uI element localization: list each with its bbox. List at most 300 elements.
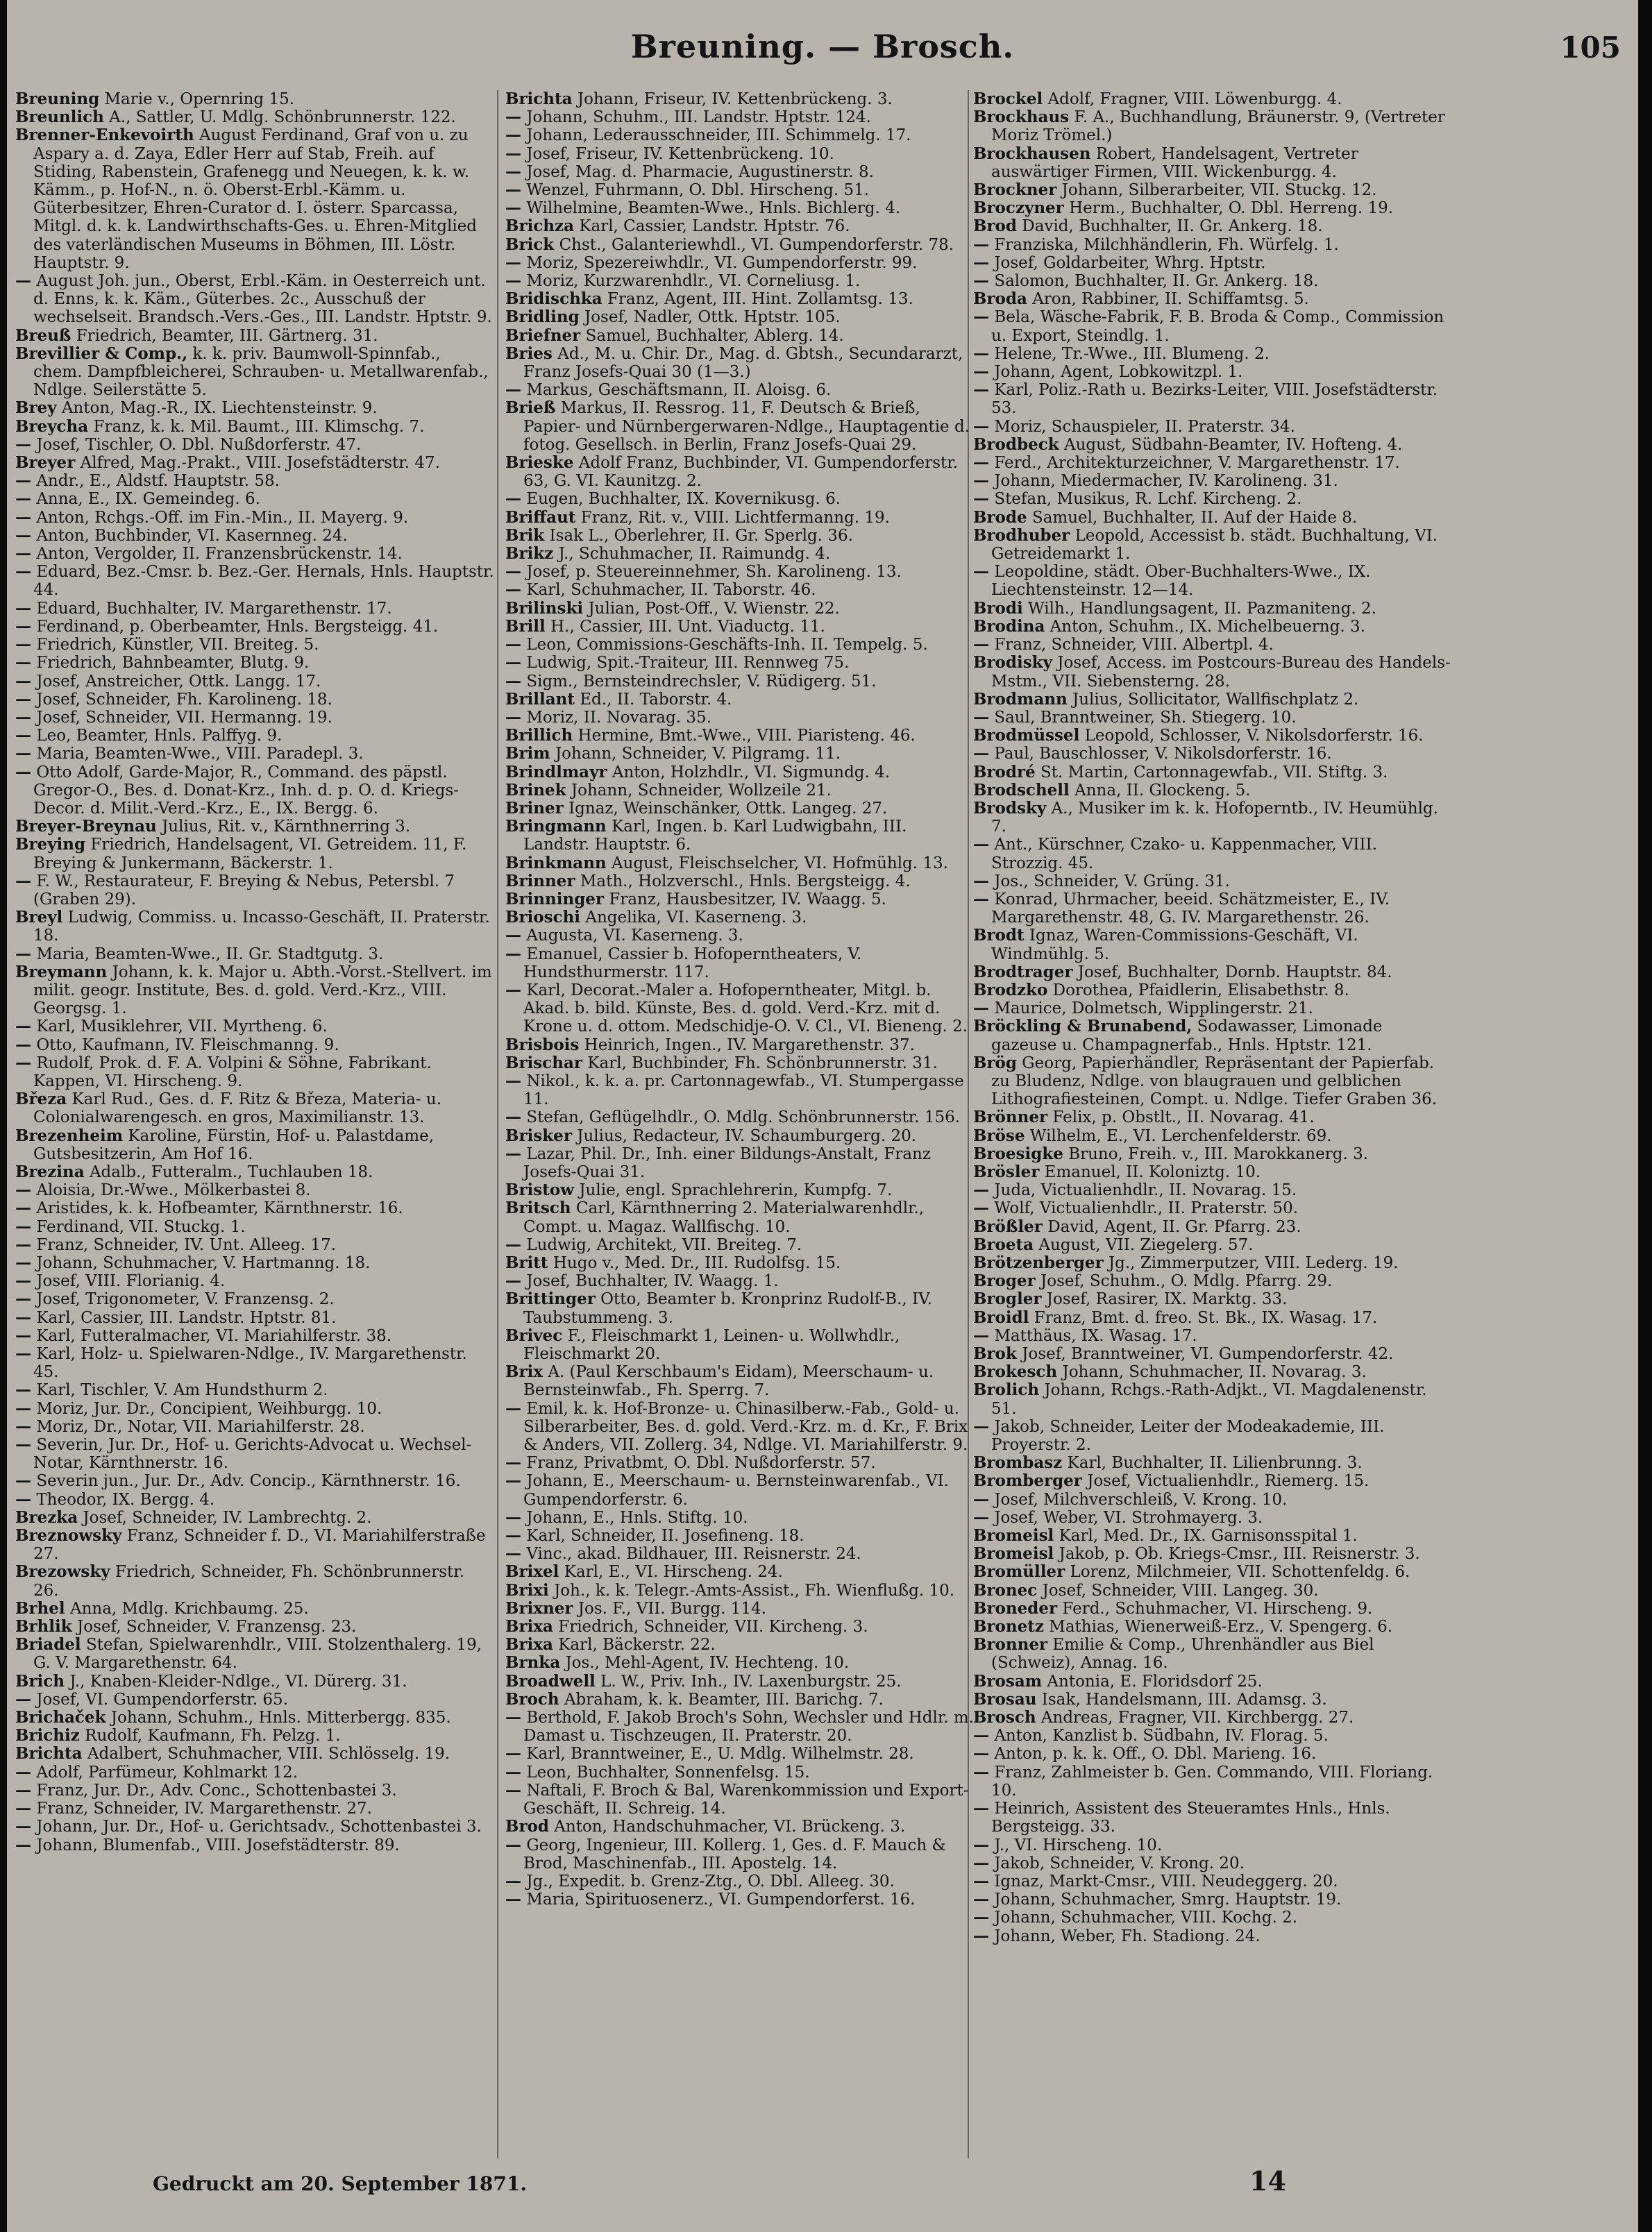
directory-entry bbox=[505, 673, 977, 691]
entry-text: Nikol., k. k. a. pr. Cartonnagewfab., VI. Stumpergasse 11. bbox=[523, 1072, 964, 1109]
entry-text: Johann, k. k. Major u. Abth.-Vorst.-Stellvert. im milit. geogr. Institute, Bes. d. gold. Verd.-Krz., VIII. Georgsg. 1. bbox=[33, 963, 492, 1018]
entry-text: Ad., M. u. Chir. Dr., Mag. d. Gbtsh., Secundararzt, Franz Josefs-Quai 30 (1—3.) bbox=[523, 344, 963, 382]
entry-text: Eduard, Bez.-Cmsr. b. Bez.-Ger. Hernals, Hnls. Hauptstr. 44. bbox=[33, 563, 494, 600]
directory-entry bbox=[973, 1691, 1452, 1709]
entry-name: — bbox=[15, 1053, 31, 1072]
entry-name: — bbox=[505, 1708, 521, 1727]
directory-entry bbox=[505, 563, 977, 581]
entry-text: Karl, Musiklehrer, VII. Myrtheng. 6. bbox=[36, 1017, 328, 1036]
entry-name: Brix bbox=[505, 1362, 543, 1382]
entry-name: Brodt bbox=[973, 926, 1025, 945]
entry-text: Karl, Med. Dr., IX. Garnisonsspital 1. bbox=[1059, 1527, 1358, 1546]
column-1 bbox=[15, 90, 494, 2158]
entry-text: Anton, Buchbinder, VI. Kasernneg. 24. bbox=[36, 526, 348, 545]
directory-entry bbox=[973, 1636, 1452, 1672]
directory-entry bbox=[973, 1673, 1452, 1691]
entry-name: Bronec bbox=[973, 1580, 1038, 1600]
directory-entry bbox=[973, 181, 1452, 199]
entry-text: Josef, VI. Gumpendorferstr. 65. bbox=[36, 1690, 288, 1709]
entry-name: — bbox=[15, 1471, 31, 1491]
directory-entry bbox=[15, 490, 494, 508]
entry-text: Moriz, Kurzwarenhdlr., VI. Corneliusg. 1. bbox=[526, 272, 861, 291]
entry-text: Ed., II. Taborstr. 4. bbox=[580, 690, 732, 709]
entry-name: — bbox=[505, 108, 521, 127]
entry-text: Johann, Jur. Dr., Hof- u. Gerichtsadv., Schottenbastei 3. bbox=[36, 1818, 482, 1836]
entry-text: Matthäus, IX. Wasag. 17. bbox=[994, 1326, 1197, 1345]
entry-name: Brod bbox=[973, 217, 1017, 236]
directory-entry bbox=[973, 1509, 1452, 1527]
entry-text: Otto Adolf, Garde-Major, R., Command. des päpstl. Gregor-O., Bes. d. Donat-Krz., Inh. d. p. O. d. Kriegs-Decor. d. Milit.-Verd.-Krz., E., IX. Bergg. 6. bbox=[33, 763, 460, 818]
entry-name: — bbox=[973, 253, 989, 272]
directory-entry bbox=[15, 1254, 494, 1272]
entry-name: — bbox=[973, 1853, 989, 1872]
entry-name: Brodré bbox=[973, 762, 1036, 781]
directory-entry bbox=[973, 1618, 1452, 1636]
directory-entry bbox=[505, 1236, 977, 1254]
entry-text: Markus, II. Ressrog. 11, F. Deutsch & Brieß, Papier- und Nürnbergerwaren-Ndlge., Hauptagentie d. fotog. Gesellsch. in Berlin, Franz Josefs-Quai 29. bbox=[523, 399, 970, 454]
entry-text: A., Sattler, U. Mdlg. Schönbrunnerstr. 122. bbox=[109, 108, 456, 127]
entry-text: Heinrich, Ingen., IV. Margarethenstr. 37. bbox=[584, 1035, 915, 1054]
directory-entry bbox=[15, 818, 494, 836]
directory-entry bbox=[505, 327, 977, 345]
entry-text: Emanuel, II. Koloniztg. 10. bbox=[1044, 1162, 1261, 1181]
entry-name: — bbox=[973, 1908, 989, 1927]
entry-text: Jakob, Schneider, V. Krong. 20. bbox=[994, 1854, 1245, 1872]
directory-entry bbox=[973, 1309, 1452, 1327]
entry-text: Franz, k. k. Mil. Baumt., III. Klimschg. 7. bbox=[93, 417, 425, 436]
page-header bbox=[7, 28, 1638, 83]
directory-entry bbox=[973, 709, 1452, 727]
directory-entry bbox=[505, 654, 977, 672]
entry-text: Sigm., Bernsteindrechsler, V. Rüdigerg. 51. bbox=[526, 672, 877, 691]
entry-name: Brixa bbox=[505, 1617, 553, 1637]
page-footer bbox=[7, 2165, 1638, 2214]
directory-entry bbox=[15, 1036, 494, 1054]
entry-name: — bbox=[15, 271, 31, 291]
entry-text: Karl, Cassier, III. Landstr. Hptstr. 81. bbox=[36, 1308, 337, 1327]
directory-entry bbox=[973, 1199, 1452, 1217]
entry-name: Brodmüssel bbox=[973, 726, 1080, 745]
entry-text: Anton, Handschuhmacher, VI. Brückeng. 3. bbox=[554, 1818, 906, 1836]
entry-name: — bbox=[973, 744, 989, 763]
directory-entry bbox=[973, 727, 1452, 745]
entry-text: August, Südbahn-Beamter, IV. Hofteng. 4. bbox=[1063, 435, 1403, 454]
entry-name: Bromeisl bbox=[973, 1544, 1054, 1564]
directory-entry bbox=[15, 1491, 494, 1509]
entry-text: Ignaz, Waren-Commissions-Geschäft, VI. Windmühlg. 5. bbox=[991, 927, 1358, 963]
entry-text: Alfred, Mag.-Prakt., VIII. Josefstädterstr. 47. bbox=[80, 454, 440, 473]
directory-entry bbox=[505, 818, 977, 854]
entry-text: Naftali, F. Broch & Bal, Warenkommission und Export-Geschäft, II. Schreig. 14. bbox=[523, 1781, 969, 1818]
entry-name: Brevillier & Comp., bbox=[15, 344, 188, 363]
page-title: Breuning. — Brosch. bbox=[630, 28, 1015, 65]
directory-entry bbox=[505, 381, 977, 399]
entry-name: Brößler bbox=[973, 1217, 1043, 1236]
entry-text: Franz, Hausbesitzer, IV. Waagg. 5. bbox=[609, 890, 886, 908]
entry-name: — bbox=[505, 271, 521, 291]
entry-name: — bbox=[505, 1144, 521, 1163]
entry-text: Wolf, Victualienhdlr., II. Praterstr. 50. bbox=[994, 1199, 1299, 1218]
entry-text: Wilhelmine, Beamten-Wwe., Hnls. Bichlerg. 4. bbox=[526, 199, 901, 218]
directory-entry bbox=[15, 654, 494, 672]
directory-entry bbox=[973, 1800, 1452, 1836]
directory-entry bbox=[15, 763, 494, 818]
entry-text: Franz, Jur. Dr., Adv. Conc., Schottenbastei 3. bbox=[36, 1781, 397, 1800]
directory-entry bbox=[15, 272, 494, 327]
entry-text: Adolf, Parfümeur, Kohlmarkt 12. bbox=[36, 1763, 298, 1782]
directory-entry bbox=[505, 254, 977, 272]
entry-text: Franz, Schneider f. D., VI. Mariahilferstraße 27. bbox=[33, 1527, 486, 1564]
entry-text: J., VI. Hirscheng. 10. bbox=[994, 1836, 1163, 1854]
directory-entry bbox=[15, 1563, 494, 1599]
entry-name: Brioschi bbox=[505, 908, 581, 927]
directory-entry bbox=[15, 436, 494, 454]
entry-name: Brötzenberger bbox=[973, 1253, 1104, 1272]
directory-entry bbox=[505, 1563, 977, 1581]
entry-text: Josef, Schneider, Fh. Karolineng. 18. bbox=[36, 690, 332, 709]
directory-entry bbox=[505, 1618, 977, 1636]
entry-name: — bbox=[15, 1235, 31, 1254]
entry-name: — bbox=[973, 271, 989, 291]
entry-name: — bbox=[15, 1253, 31, 1272]
entry-text: Karl, Poliz.-Rath u. Bezirks-Leiter, VIII. Josefstädterstr. 53. bbox=[991, 381, 1438, 418]
entry-name: — bbox=[973, 1799, 989, 1818]
directory-entry bbox=[15, 1327, 494, 1345]
entry-text: David, Buchhalter, II. Gr. Ankerg. 18. bbox=[1022, 217, 1323, 236]
entry-name: — bbox=[15, 1689, 31, 1709]
entry-name: — bbox=[973, 562, 989, 582]
entry-text: Maria, Spirituosenerz., VI. Gumpendorferst. 16. bbox=[526, 1891, 916, 1909]
entry-name: — bbox=[505, 1398, 521, 1418]
directory-entry bbox=[505, 691, 977, 709]
directory-entry bbox=[505, 709, 977, 727]
entry-text: Emil, k. k. Hof-Bronze- u. Chinasilberw.-Fab., Gold- u. Silberarbeiter, Bes. d. gold. Verd.-Krz. m. d. Kr., F. Brix & Anders, VII. Zollerg. 34, Ndlge. VI. Mariahilferstr. 9. bbox=[523, 1399, 968, 1455]
entry-text: Josef, Victualienhdlr., Riemerg. 15. bbox=[1087, 1472, 1369, 1491]
entry-name: Bristow bbox=[505, 1181, 575, 1200]
entry-name: — bbox=[15, 1290, 31, 1309]
entry-text: Rudolf, Prok. d. F. A. Volpini & Söhne, Fabrikant. Kappen, VI. Hirscheng. 9. bbox=[33, 1054, 432, 1090]
entry-text: Anton, Holzhdlr., VI. Sigmundg. 4. bbox=[612, 763, 891, 781]
entry-name: Breymann bbox=[15, 962, 108, 981]
entry-name: Březa bbox=[15, 1090, 67, 1109]
entry-name: Brischar bbox=[505, 1053, 582, 1072]
directory-entry bbox=[505, 581, 977, 599]
directory-entry bbox=[505, 1181, 977, 1199]
directory-entry bbox=[973, 454, 1452, 472]
entry-text: Hugo v., Med. Dr., III. Rudolfsg. 15. bbox=[553, 1254, 841, 1272]
entry-text: August Ferdinand, Graf von u. zu Aspary a. d. Zaya, Edler Herr auf Stab, Freih. auf Stiding, Rabenstein, Grafenegg und Neuegen, k. k. w. Kämm., p. Hof-N., n. ö. Oberst-Erbl.-Kämm. u. Güterbesitzer, Ehren-Curator d. I. österr. Sparcassa, Mitgl. d. k. k. Landwirthschafts-Ges. u. Ehren-Mitglied des vaterländischen Museums in Böhmen, III. Löstr. Hauptstr. 9. bbox=[33, 126, 478, 272]
directory-entry bbox=[973, 436, 1452, 454]
directory-entry bbox=[973, 1363, 1452, 1381]
entry-text: Joh., k. k. Telegr.-Amts-Assist., Fh. Wienflußg. 10. bbox=[554, 1581, 955, 1600]
column-2 bbox=[505, 90, 977, 2158]
entry-text: Jg., Expedit. b. Grenz-Ztg., O. Dbl. Alleeg. 30. bbox=[526, 1872, 895, 1891]
entry-name: Brodisky bbox=[973, 653, 1052, 673]
directory-entry bbox=[15, 1472, 494, 1490]
entry-name: — bbox=[505, 1526, 521, 1546]
directory-entry bbox=[505, 126, 977, 144]
entry-text: Isak L., Oberlehrer, II. Gr. Sperlg. 36. bbox=[549, 526, 853, 545]
directory-entry bbox=[15, 1618, 494, 1636]
directory-entry bbox=[973, 1218, 1452, 1236]
directory-entry bbox=[973, 1163, 1452, 1181]
entry-name: — bbox=[15, 544, 31, 564]
entry-name: Bridischka bbox=[505, 289, 602, 309]
directory-entry bbox=[973, 1545, 1452, 1563]
entry-text: Carl, Kärnthnerring 2. Materialwarenhdlr., Compt. u. Magaz. Wallfischg. 10. bbox=[523, 1199, 925, 1236]
entry-text: Maria, Beamten-Wwe., II. Gr. Stadtgutg. 3. bbox=[36, 945, 384, 963]
entry-name: — bbox=[15, 1344, 31, 1364]
entry-name: Brichiz bbox=[15, 1726, 80, 1745]
directory-entry bbox=[973, 781, 1452, 800]
directory-entry bbox=[973, 1872, 1452, 1891]
entry-name: — bbox=[15, 1017, 31, 1036]
entry-name: Brisbois bbox=[505, 1035, 580, 1054]
entry-name: — bbox=[15, 525, 31, 545]
directory-entry bbox=[505, 1036, 977, 1054]
entry-name: — bbox=[505, 562, 521, 582]
entry-text: Eugen, Buchhalter, IX. Kovernikusg. 6. bbox=[526, 490, 841, 509]
directory-entry bbox=[505, 545, 977, 563]
entry-text: Josef, Branntweiner, VI. Gumpendorferstr. 42. bbox=[1022, 1345, 1394, 1364]
entry-name: Brisker bbox=[505, 1126, 572, 1145]
directory-entry bbox=[505, 527, 977, 545]
entry-name: Brixel bbox=[505, 1562, 559, 1582]
entry-name: — bbox=[973, 1417, 989, 1436]
entry-name: — bbox=[973, 380, 989, 400]
entry-text: Konrad, Uhrmacher, beeid. Schätzmeister, E., IV. Margarethenstr. 48, G. IV. Margarethenstr. 26. bbox=[991, 890, 1390, 927]
entry-text: Josef, Trigonometer, V. Franzensg. 2. bbox=[36, 1290, 335, 1309]
directory-entry bbox=[973, 1127, 1452, 1145]
entry-text: Karl, Buchhalter, II. Lilienbrunng. 3. bbox=[1067, 1454, 1363, 1473]
directory-entry bbox=[15, 1745, 494, 1763]
entry-name: — bbox=[973, 1199, 989, 1218]
directory-entry bbox=[973, 872, 1452, 890]
entry-text: David, Agent, II. Gr. Pfarrg. 23. bbox=[1047, 1217, 1301, 1236]
directory-entry bbox=[505, 236, 977, 254]
directory-entry bbox=[973, 272, 1452, 290]
entry-text: Josef, Goldarbeiter, Whrg. Hptstr. bbox=[994, 253, 1266, 272]
directory-entry bbox=[973, 654, 1452, 690]
entry-name: Brivec bbox=[505, 1326, 563, 1345]
entry-name: — bbox=[505, 1871, 521, 1891]
entry-name: Brill bbox=[505, 616, 546, 636]
entry-name: — bbox=[15, 1271, 31, 1291]
entry-name: — bbox=[973, 416, 989, 436]
entry-name: — bbox=[505, 1835, 521, 1854]
directory-entry bbox=[15, 509, 494, 527]
entry-text: Johann, Schuhm., Hnls. Mitterbergg. 835. bbox=[110, 1709, 451, 1727]
entry-text: Johann, Schuhmacher, VIII. Kochg. 2. bbox=[994, 1909, 1298, 1927]
entry-name: — bbox=[973, 235, 989, 254]
entry-name: Brezowsky bbox=[15, 1562, 110, 1582]
entry-name: Brezka bbox=[15, 1507, 78, 1527]
entry-text: Lorenz, Milchmeier, VII. Schottenfeldg. 6. bbox=[1070, 1563, 1410, 1582]
directory-entry bbox=[15, 1800, 494, 1818]
directory-entry bbox=[973, 1927, 1452, 1945]
directory-entry bbox=[15, 1127, 494, 1163]
directory-entry bbox=[505, 1673, 977, 1691]
entry-text: Mathias, Wienerweiß-Erz., V. Spengerg. 6. bbox=[1049, 1618, 1393, 1637]
entry-text: Juda, Victualienhdlr., II. Novarag. 15. bbox=[994, 1181, 1297, 1200]
directory-entry bbox=[973, 1764, 1452, 1800]
entry-name: — bbox=[505, 1271, 521, 1291]
directory-entry bbox=[973, 1491, 1452, 1509]
directory-page bbox=[7, 0, 1638, 2232]
directory-entry bbox=[505, 290, 977, 308]
entry-text: Josef, Rasirer, IX. Marktg. 33. bbox=[1046, 1290, 1288, 1309]
entry-name: — bbox=[973, 999, 989, 1018]
entry-text: H., Cassier, III. Unt. Viaductg. 11. bbox=[550, 617, 825, 636]
entry-name: Bromberger bbox=[973, 1471, 1082, 1491]
directory-entry bbox=[15, 1636, 494, 1672]
entry-name: Brodi bbox=[973, 598, 1023, 618]
entry-name: Brodsky bbox=[973, 798, 1047, 818]
entry-text: Aristides, k. k. Hofbeamter, Kärnthnerstr. 16. bbox=[36, 1199, 403, 1218]
entry-text: Ferdinand, VII. Stuckg. 1. bbox=[36, 1217, 246, 1236]
entry-text: Ludwig, Commiss. u. Incasso-Geschäft, II. Praterstr. 18. bbox=[33, 908, 490, 945]
directory-entry bbox=[15, 1272, 494, 1290]
entry-name: — bbox=[15, 489, 31, 509]
entry-name: — bbox=[15, 1762, 31, 1782]
entry-name: Brhel bbox=[15, 1598, 65, 1618]
directory-entry bbox=[15, 1709, 494, 1727]
directory-entry bbox=[973, 691, 1452, 709]
entry-name: — bbox=[15, 1308, 31, 1327]
entry-name: Brim bbox=[505, 744, 550, 763]
entry-text: Jakob, p. Ob. Kriegs-Cmsr., III. Reisnerstr. 3. bbox=[1059, 1545, 1420, 1564]
entry-name: — bbox=[15, 762, 31, 781]
directory-entry bbox=[973, 363, 1452, 381]
directory-entry bbox=[505, 618, 977, 636]
directory-entry bbox=[15, 1381, 494, 1399]
directory-entry bbox=[973, 1254, 1452, 1272]
entry-name: Brodina bbox=[973, 616, 1045, 636]
entry-name: — bbox=[505, 489, 521, 509]
directory-entry bbox=[505, 145, 977, 163]
entry-name: Brodtrager bbox=[973, 962, 1073, 981]
print-date: Gedruckt am 20. September 1871. bbox=[153, 2172, 528, 2195]
entry-name: — bbox=[15, 1199, 31, 1218]
entry-name: — bbox=[973, 1835, 989, 1854]
directory-entry bbox=[505, 1127, 977, 1145]
entry-text: Leon, Buchhalter, Sonnenfelsg. 15. bbox=[526, 1763, 810, 1782]
entry-name: — bbox=[15, 598, 31, 618]
directory-entry bbox=[973, 1472, 1452, 1490]
directory-entry bbox=[505, 345, 977, 381]
entry-name: — bbox=[973, 1926, 989, 1945]
entry-text: Otto, Beamter b. Kronprinz Rudolf-B., IV. Taubstummeng. 3. bbox=[523, 1290, 933, 1327]
entry-name: — bbox=[505, 1071, 521, 1090]
entry-text: Johann, Schneider, V. Pilgramg. 11. bbox=[555, 745, 841, 763]
entry-text: Adalb., Futteralm., Tuchlauben 18. bbox=[89, 1162, 373, 1181]
entry-name: — bbox=[15, 671, 31, 691]
directory-entry bbox=[505, 1363, 977, 1399]
entry-text: Josef, Weber, VI. Strohmayerg. 3. bbox=[994, 1508, 1263, 1527]
entry-name: — bbox=[15, 726, 31, 745]
entry-text: Anton, Schuhm., IX. Michelbeuerng. 3. bbox=[1050, 617, 1365, 636]
entry-text: Herm., Buchhalter, O. Dbl. Herreng. 19. bbox=[1069, 199, 1394, 218]
entry-text: Karl, Decorat.-Maler a. Hofoperntheater, Mitgl. b. Akad. b. bild. Künste, Bes. d. gold. Verd.-Krz. mit d. Krone u. d. ottom. Medschidje-O. V. Cl., VI. Bieneng. 2. bbox=[523, 981, 968, 1036]
entry-text: Stefan, Musikus, R. Lchf. Kircheng. 2. bbox=[994, 490, 1302, 509]
entry-text: Johann, Weber, Fh. Stadiong. 24. bbox=[994, 1927, 1261, 1945]
entry-text: Anton, Kanzlist b. Südbahn, IV. Florag. 5. bbox=[994, 1727, 1329, 1745]
entry-name: — bbox=[973, 1326, 989, 1345]
entry-name: Breyer bbox=[15, 453, 76, 473]
entry-text: F. W., Restaurateur, F. Breying & Nebus, Petersbl. 7 (Graben 29). bbox=[33, 872, 455, 908]
entry-name: Brodzko bbox=[973, 980, 1048, 999]
entry-text: Johann, Miedermacher, IV. Karolineng. 31. bbox=[994, 472, 1338, 491]
entry-text: Andr., E., Aldstf. Hauptstr. 58. bbox=[36, 472, 280, 491]
entry-text: Wilhelm, E., VI. Lerchenfelderstr. 69. bbox=[1029, 1126, 1332, 1145]
directory-entry bbox=[973, 1290, 1452, 1308]
directory-entry bbox=[973, 527, 1452, 563]
entry-name: — bbox=[15, 944, 31, 963]
entry-text: Ferd., Architekturzeichner, V. Margarethenstr. 17. bbox=[994, 454, 1400, 473]
entry-text: Karl, Tischler, V. Am Hundsthurm 2. bbox=[36, 1381, 328, 1400]
entry-text: A. (Paul Kerschbaum's Eidam), Meerschaum- u. Bernsteinwfab., Fh. Sperrg. 7. bbox=[523, 1363, 934, 1400]
entry-text: Moriz, Dr., Notar, VII. Mariahilferstr. 28. bbox=[36, 1417, 365, 1436]
directory-entry bbox=[973, 1527, 1452, 1545]
entry-text: F., Fleischmarkt 1, Leinen- u. Wollwhdlr., Fleischmarkt 20. bbox=[523, 1326, 900, 1364]
entry-text: Josef, Nadler, Ottk. Hptstr. 105. bbox=[584, 308, 841, 327]
entry-name: — bbox=[15, 744, 31, 763]
entry-name: Brilinski bbox=[505, 598, 584, 618]
entry-name: — bbox=[505, 144, 521, 163]
directory-entry bbox=[505, 199, 977, 217]
directory-entry bbox=[973, 472, 1452, 490]
entry-text: Karl, Ingen. b. Karl Ludwigbahn, III. Landstr. Hauptstr. 6. bbox=[523, 818, 907, 854]
directory-entry bbox=[973, 981, 1452, 999]
directory-entry bbox=[505, 1600, 977, 1618]
directory-entry bbox=[15, 472, 494, 490]
directory-entry bbox=[15, 836, 494, 872]
directory-entry bbox=[973, 108, 1452, 144]
page-number: 105 bbox=[1560, 31, 1621, 65]
entry-text: Karl, E., VI. Hirscheng. 24. bbox=[564, 1563, 783, 1582]
entry-name: Briadel bbox=[15, 1635, 81, 1655]
entry-name: Brindlmayr bbox=[505, 762, 607, 781]
entry-text: Johann, E., Hnls. Stiftg. 10. bbox=[526, 1508, 748, 1527]
entry-text: Leopold, Schlosser, V. Nikolsdorferstr. 16. bbox=[1084, 727, 1424, 745]
directory-entry bbox=[505, 272, 977, 290]
entry-name: — bbox=[973, 489, 989, 509]
entry-text: Friedrich, Handelsagent, VI. Getreidem. 11, F. Breying & Junkermann, Bäckerstr. 1. bbox=[33, 836, 467, 872]
entry-text: Friedrich, Schneider, VII. Kircheng. 3. bbox=[558, 1618, 868, 1637]
entry-text: Jos., Mehl-Agent, IV. Hechteng. 10. bbox=[565, 1654, 850, 1673]
entry-text: Friedrich, Beamter, III. Gärtnerg. 31. bbox=[76, 326, 378, 345]
directory-entry bbox=[15, 600, 494, 618]
entry-name: — bbox=[15, 1780, 31, 1800]
entry-name: Brinek bbox=[505, 780, 566, 800]
directory-entry bbox=[505, 1108, 977, 1126]
entry-name: — bbox=[15, 1435, 31, 1455]
entry-text: J., Schuhmacher, II. Raimundg. 4. bbox=[558, 545, 831, 564]
entry-text: Johann, Agent, Lobkowitzpl. 1. bbox=[994, 363, 1243, 382]
entry-name: Brick bbox=[505, 235, 555, 254]
entry-name: — bbox=[15, 616, 31, 636]
directory-entry bbox=[15, 908, 494, 945]
entry-text: Ignaz, Weinschänker, Ottk. Langeg. 27. bbox=[568, 799, 888, 818]
directory-entry bbox=[973, 199, 1452, 217]
directory-entry bbox=[973, 1272, 1452, 1290]
directory-entry bbox=[15, 1600, 494, 1618]
directory-entry bbox=[973, 1600, 1452, 1618]
entry-text: Josef, Schneider, IV. Lambrechtg. 2. bbox=[83, 1508, 372, 1527]
entry-name: Bringmann bbox=[505, 817, 607, 836]
entry-name: — bbox=[505, 1471, 521, 1491]
directory-entry bbox=[973, 490, 1452, 508]
